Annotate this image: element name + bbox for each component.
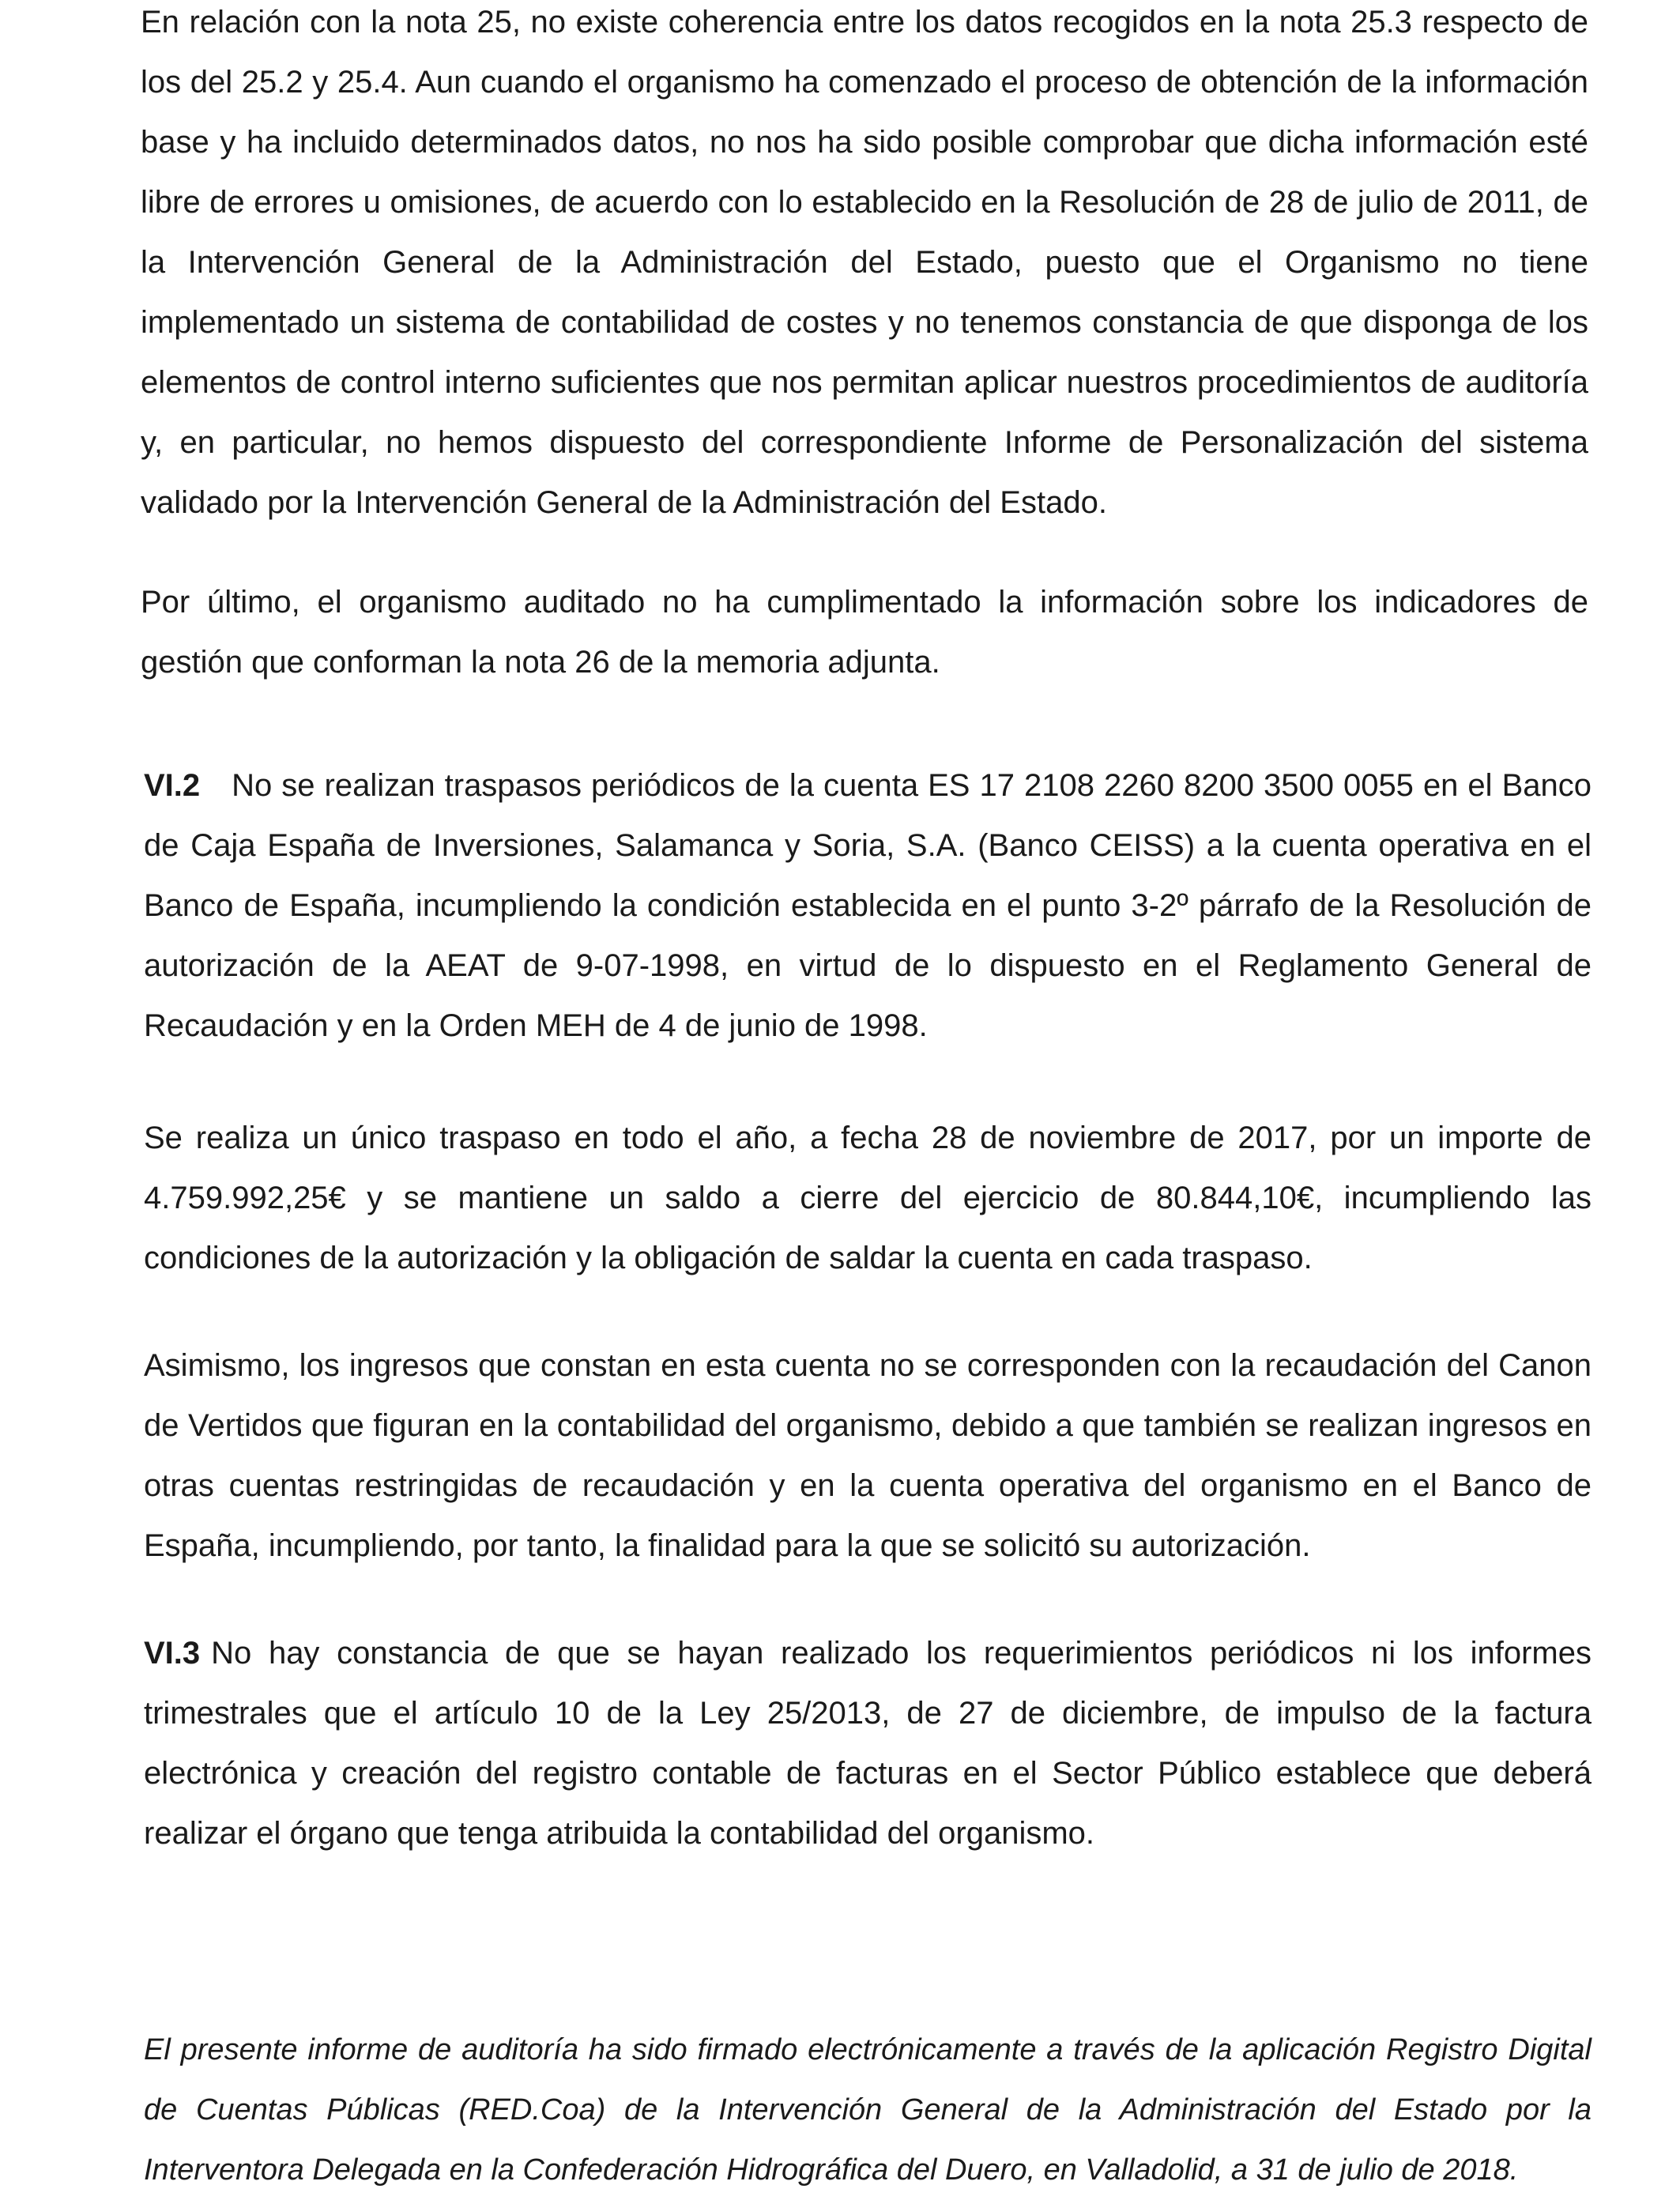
section-vi2-text: No se realizan traspasos periódicos de la cuenta ES 17 2108 2260 8200 3500 0055 en el Banco de Caja España de Inversiones, Salamanca y Soria, S.A. (Banco CEISS) a la cuenta operativa en el Banco de España, incumpliendo la condición establecida en el punto 3-2º párrafo de la Resolución de autorización de la AEAT de 9-07-1998, en virtud de lo dispuesto en el Reglamento General de Recaudación y en la Orden MEH de 4 de junio de 1998. [144,768,1591,1043]
paragraph-traspaso: Se realiza un único traspaso en todo el año, a fecha 28 de noviembre de 2017, por un importe de 4.759.992,25€ y se mantiene un saldo a cierre del ejercicio de 80.844,10€, incumpliendo las condiciones de la autorización y la obligación de saldar la cuenta en cada traspaso. [144,1121,1591,1275]
section-vi2-label: VI.2 [144,768,201,803]
signature-note: El presente informe de auditoría ha sido firmado electrónicamente a través de la aplicación Registro Digital de Cuentas Públicas (RED.Coa) de la Intervención General de la Administración del Estado por la Interventora Delegada en la Confederación Hidrográfica del Duero, en Valladolid, a 31 de julio de 2018. [144,2033,1591,2187]
section-vi3-text: No hay constancia de que se hayan realizado los requerimientos periódicos ni los informes trimestrales que el artículo 10 de la Ley 25/2013, de 27 de diciembre, de impulso de la factura electrónica y creación del registro contable de facturas en el Sector Público establece que deberá realizar el órgano que tenga atribuida la contabilidad del organismo. [144,1636,1591,1851]
section-vi3-paragraph [144,1623,1591,1863]
section-vi3-label: VI.3 [144,1636,201,1671]
paragraph-nota-26: Por último, el organismo auditado no ha cumplimentado la información sobre los indicadores de gestión que conforman la nota 26 de la memoria adjunta. [141,585,1588,680]
section-vi2-paragraph [144,755,1591,1056]
paragraph-nota-25: En relación con la nota 25, no existe coherencia entre los datos recogidos en la nota 25.3 respecto de los del 25.2 y 25.4. Aun cuando el organismo ha comenzado el proceso de obtención de la información base y ha incluido determinados datos, no nos ha sido posible comprobar que dicha información esté libre de errores u omisiones, de acuerdo con lo establecido en la Resolución de 28 de julio de 2011, de la Intervención General de la Administración del Estado, puesto que el Organismo no tiene implementado un sistema de contabilidad de costes y no tenemos constancia de que disponga de los elementos de control interno suficientes que nos permitan aplicar nuestros procedimientos de auditoría y, en particular, no hemos dispuesto del correspondiente Informe de Personalización del sistema validado por la Intervención General de la Administración del Estado. [141,5,1588,520]
paragraph-asimismo: Asimismo, los ingresos que constan en esta cuenta no se corresponden con la recaudación del Canon de Vertidos que figuran en la contabilidad del organismo, debido a que también se realizan ingresos en otras cuentas restringidas de recaudación y en la cuenta operativa del organismo en el Banco de España, incumpliendo, por tanto, la finalidad para la que se solicitó su autorización. [144,1348,1591,1563]
